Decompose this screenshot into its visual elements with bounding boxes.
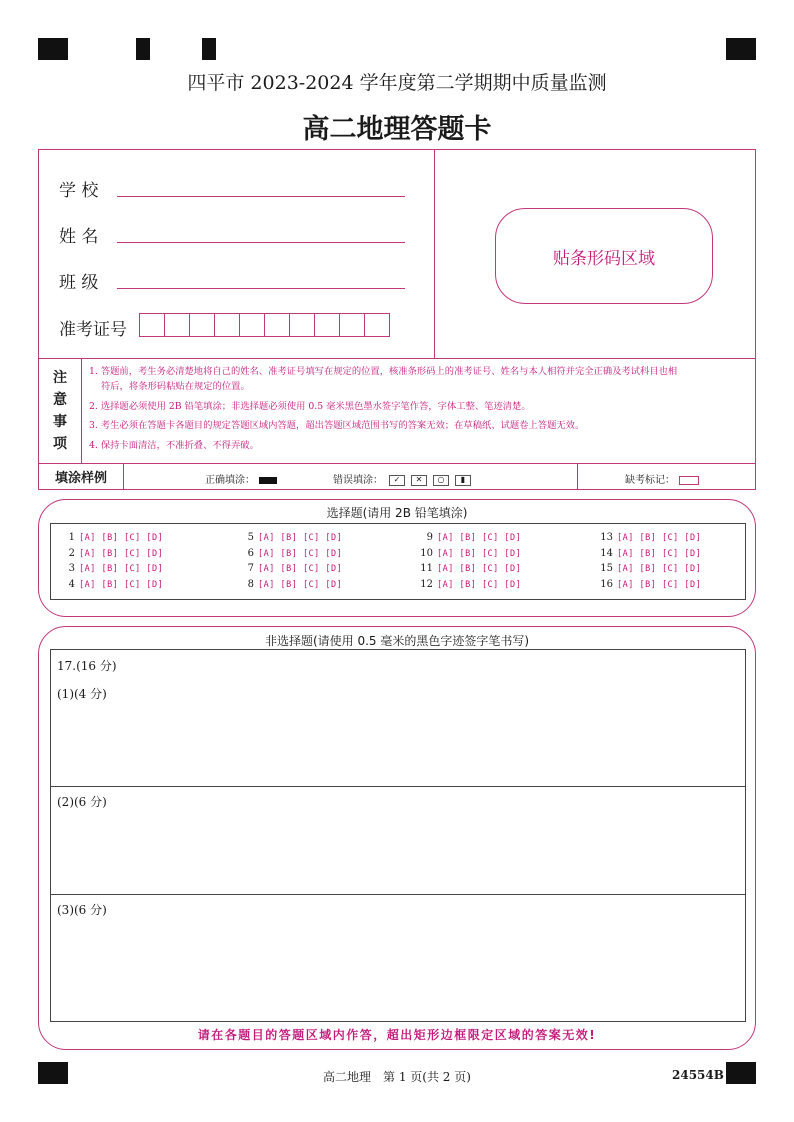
- mc-question-15[interactable]: [597, 563, 709, 574]
- mc-question-11[interactable]: [417, 563, 529, 574]
- exam-id-box[interactable]: [239, 313, 265, 337]
- fill-sample-row: [38, 464, 756, 490]
- notes-label: [39, 358, 82, 463]
- correct-fill-sample: [205, 471, 277, 486]
- notes-label-char: 事: [53, 413, 67, 430]
- note-item: 4. 保持卡面清洁，不准折叠、不得弄破。: [89, 439, 259, 451]
- class-row: [59, 268, 115, 293]
- exam-id-box[interactable]: [314, 313, 340, 337]
- multiple-choice-section: [38, 499, 756, 617]
- barcode-area: 贴条形码区域: [495, 208, 713, 304]
- wrong-fill-sample: [333, 471, 471, 486]
- notes-list: [89, 364, 749, 457]
- cross-mark-icon: ✕: [411, 475, 427, 486]
- fill-sample-label: 填涂样例: [39, 464, 124, 489]
- exam-id-boxes[interactable]: [139, 313, 389, 337]
- name-row: [59, 222, 115, 247]
- student-info-section: [38, 149, 756, 359]
- mc-question-3[interactable]: [59, 563, 171, 574]
- wrong-fill-label: 错误填涂：: [333, 475, 383, 486]
- mc-question-13[interactable]: [597, 532, 709, 543]
- school-label: 学 校: [59, 181, 99, 201]
- circle-mark-icon: ○: [433, 475, 449, 486]
- mc-question-4[interactable]: [59, 579, 171, 590]
- mc-answer-options[interactable]: [A] [B] [C] [D]: [437, 533, 522, 543]
- mc-answer-options[interactable]: [A] [B] [C] [D]: [437, 564, 522, 574]
- question-17-answer-area[interactable]: [50, 649, 746, 1022]
- mc-question-number: 14: [600, 547, 613, 559]
- mc-answer-options[interactable]: [A] [B] [C] [D]: [617, 533, 702, 543]
- absent-mark-label: 缺考标记：: [625, 475, 675, 486]
- free-response-title: 非选择题(请使用 0.5 毫米的黑色字迹签字笔书写): [264, 634, 530, 648]
- paper-code: 24554B: [672, 1068, 724, 1082]
- exam-id-box[interactable]: [364, 313, 390, 337]
- mc-question-7[interactable]: [238, 563, 350, 574]
- registration-mark: [202, 38, 216, 60]
- correct-fill-icon: [259, 477, 277, 484]
- mc-question-number: 4: [68, 578, 75, 590]
- mc-question-number: 12: [420, 578, 433, 590]
- name-input-line[interactable]: [117, 242, 405, 243]
- note-item: 符后，将条形码粘贴在规定的位置。: [101, 381, 250, 392]
- mc-question-number: 9: [426, 532, 433, 543]
- question-17-part-2-label: (2)(6 分): [57, 795, 107, 809]
- mc-question-12[interactable]: [417, 579, 529, 590]
- exam-id-box[interactable]: [289, 313, 315, 337]
- school-row: [59, 176, 115, 201]
- mc-question-number: 8: [247, 578, 254, 590]
- class-label: 班 级: [59, 273, 99, 293]
- mc-question-number: 5: [247, 532, 254, 543]
- mc-question-number: 10: [420, 547, 433, 559]
- exam-id-box[interactable]: [189, 313, 215, 337]
- mc-answer-options[interactable]: [A] [B] [C] [D]: [437, 579, 522, 590]
- school-input-line[interactable]: [117, 196, 405, 197]
- mc-question-6[interactable]: [238, 548, 350, 559]
- notes-label-char: 项: [53, 435, 67, 452]
- mc-question-14[interactable]: [597, 548, 709, 559]
- question-17-part-1-label: (1)(4 分): [57, 687, 107, 701]
- mc-question-number: 7: [247, 563, 254, 574]
- mc-answer-options[interactable]: [A] [B] [C] [D]: [79, 548, 164, 559]
- check-mark-icon: ✓: [389, 475, 405, 486]
- mc-answer-options[interactable]: [A] [B] [C] [D]: [617, 548, 702, 559]
- mc-answer-options[interactable]: [A] [B] [C] [D]: [617, 579, 702, 590]
- exam-title: 四平市 2023-2024 学年度第二学期期中质量监测: [187, 72, 607, 94]
- mc-answer-options[interactable]: [A] [B] [C] [D]: [258, 564, 343, 574]
- answer-area-warning: 请在各题目的答题区域内作答，超出矩形边框限定区域的答案无效!: [197, 1028, 597, 1042]
- exam-id-box[interactable]: [264, 313, 290, 337]
- mc-question-10[interactable]: [417, 548, 529, 559]
- mc-answer-options[interactable]: [A] [B] [C] [D]: [79, 564, 164, 574]
- notes-label-char: 注: [53, 369, 67, 386]
- mc-question-number: 11: [420, 563, 433, 574]
- mc-answer-options[interactable]: [A] [B] [C] [D]: [258, 533, 343, 543]
- mc-question-number: 3: [68, 563, 75, 574]
- exam-id-row: [59, 315, 127, 340]
- registration-mark: [726, 38, 756, 60]
- mc-answer-options[interactable]: [A] [B] [C] [D]: [258, 548, 343, 559]
- multiple-choice-grid: [50, 523, 746, 600]
- mc-question-number: 6: [247, 547, 254, 559]
- mc-answer-options[interactable]: [A] [B] [C] [D]: [79, 579, 164, 590]
- answer-divider: [51, 894, 745, 895]
- exam-id-box[interactable]: [164, 313, 190, 337]
- question-17-label: 17.(16 分): [57, 659, 117, 673]
- note-item: 1. 答题前，考生务必清楚地将自己的姓名、准考证号填写在规定的位置，核准条形码上的准考证号、姓名与本人相符并完全正确及考试科目也相: [89, 366, 678, 377]
- correct-fill-label: 正确填涂：: [205, 475, 255, 486]
- partial-mark-icon: ▮: [455, 475, 471, 486]
- absent-mark-box[interactable]: [679, 476, 699, 485]
- mc-question-number: 2: [68, 547, 75, 559]
- sample-divider: [577, 464, 578, 489]
- mc-question-number: 13: [600, 532, 613, 543]
- registration-mark: [136, 38, 150, 60]
- name-label: 姓 名: [59, 227, 99, 247]
- mc-answer-options[interactable]: [A] [B] [C] [D]: [617, 564, 702, 574]
- mc-question-16[interactable]: [597, 579, 709, 590]
- free-response-section: [38, 626, 756, 1050]
- mc-question-1[interactable]: [59, 532, 171, 543]
- notes-section: [38, 358, 756, 464]
- mc-answer-options[interactable]: [A] [B] [C] [D]: [79, 533, 164, 543]
- note-item: 2. 选择题必须使用 2B 铅笔填涂；非选择题必须使用 0.5 毫米黑色墨水签字笔作答，字体工整、笔迹清楚。: [89, 400, 531, 412]
- exam-id-box[interactable]: [139, 313, 165, 337]
- mc-question-5[interactable]: [238, 532, 350, 543]
- mc-answer-options[interactable]: [A] [B] [C] [D]: [437, 548, 522, 559]
- multiple-choice-title: 选择题(请用 2B 铅笔填涂): [326, 506, 468, 520]
- mc-question-2[interactable]: [59, 548, 171, 559]
- mc-question-number: 15: [600, 563, 613, 574]
- class-input-line[interactable]: [117, 288, 405, 289]
- mc-question-8[interactable]: [238, 579, 350, 590]
- exam-id-label: 准考证号: [59, 320, 127, 340]
- note-item: 3. 考生必须在答题卡各题目的规定答题区域内答题，超出答题区域范围书写的答案无效；在草稿纸、试题卷上答题无效。: [89, 420, 585, 431]
- mc-question-number: 1: [68, 532, 75, 543]
- exam-id-box[interactable]: [214, 313, 240, 337]
- notes-label-char: 意: [53, 391, 67, 408]
- mc-question-9[interactable]: [417, 532, 529, 543]
- mc-answer-options[interactable]: [A] [B] [C] [D]: [258, 579, 343, 590]
- question-17-part-3-label: (3)(6 分): [57, 903, 107, 917]
- card-title: 高二地理答题卡: [302, 114, 492, 145]
- info-divider: [434, 150, 435, 358]
- registration-mark: [38, 38, 68, 60]
- exam-id-box[interactable]: [339, 313, 365, 337]
- page-footer: 高二地理 第 1 页(共 2 页): [323, 1070, 471, 1084]
- absent-mark-sample: [625, 471, 699, 486]
- answer-divider: [51, 786, 745, 787]
- mc-question-number: 16: [600, 578, 613, 590]
